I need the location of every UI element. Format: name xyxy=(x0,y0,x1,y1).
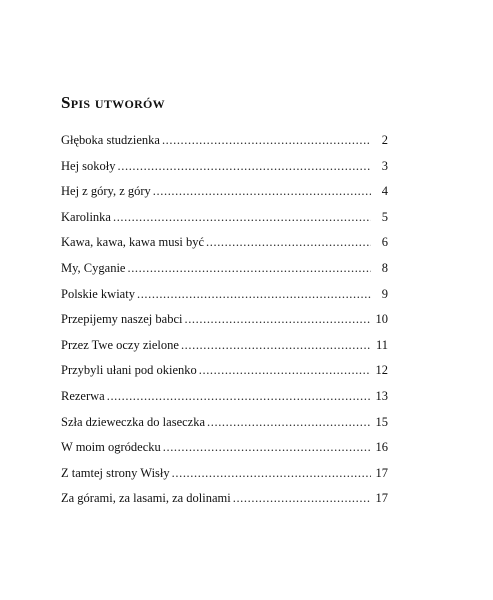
toc-entry-title: Rezerwa xyxy=(61,388,105,403)
toc-entry-title: Hej sokoły xyxy=(61,158,116,173)
toc-entry-page: 13 xyxy=(375,388,388,403)
dot-leader xyxy=(199,358,371,384)
toc-entry[interactable] xyxy=(61,333,388,359)
toc-entry-page: 6 xyxy=(381,235,388,250)
dot-leader xyxy=(153,179,371,205)
toc-entry-page: 3 xyxy=(381,158,388,173)
dot-leader xyxy=(107,384,371,410)
toc-entry-title: Przybyli ułani pod okienko xyxy=(61,363,197,378)
toc-entry[interactable] xyxy=(61,358,388,384)
toc-entry[interactable] xyxy=(61,128,388,154)
page-title: Spis utworów xyxy=(61,93,165,112)
toc-entry-page: 17 xyxy=(375,465,388,480)
dot-leader xyxy=(233,486,371,512)
toc-entry[interactable] xyxy=(61,461,388,487)
toc-entry[interactable] xyxy=(61,307,388,333)
toc-entry-title: Karolinka xyxy=(61,209,111,224)
toc-entry-title: Kawa, kawa, kawa musi być xyxy=(61,235,205,250)
dot-leader xyxy=(113,205,371,231)
toc-entry-title: My, Cyganie xyxy=(61,260,126,275)
toc-entry[interactable] xyxy=(61,282,388,308)
toc-entry-page: 17 xyxy=(375,491,388,506)
toc-entry[interactable] xyxy=(61,410,388,436)
toc-entry-title: Z tamtej strony Wisły xyxy=(61,465,170,480)
toc-entry-title: Przez Twe oczy zielone xyxy=(61,337,179,352)
dot-leader xyxy=(118,154,371,180)
toc-entry[interactable] xyxy=(61,230,388,256)
toc-entry-page: 2 xyxy=(381,133,388,147)
dot-leader xyxy=(207,410,371,436)
toc-entry[interactable] xyxy=(61,486,388,512)
dot-leader xyxy=(163,435,371,461)
toc-entry[interactable] xyxy=(61,435,388,461)
toc-entry-title: Za górami, za lasami, za dolinami xyxy=(61,491,231,506)
table-of-contents xyxy=(61,128,388,512)
toc-entry-title: Szła dzieweczka do laseczka xyxy=(61,414,206,429)
dot-leader xyxy=(181,333,371,359)
toc-entry-page: 4 xyxy=(381,184,388,199)
toc-entry[interactable] xyxy=(61,154,388,180)
toc-entry-page: 12 xyxy=(375,363,388,378)
dot-leader xyxy=(206,230,371,256)
dot-leader xyxy=(127,256,371,282)
toc-entry-title: Hej z góry, z góry xyxy=(61,184,151,199)
toc-entry[interactable] xyxy=(61,179,388,205)
toc-entry-page: 11 xyxy=(375,337,388,352)
toc-entry-page: 5 xyxy=(381,209,388,224)
toc-entry-page: 15 xyxy=(375,414,388,429)
toc-entry-title: Polskie kwiaty xyxy=(61,286,135,301)
toc-entry-page: 16 xyxy=(375,440,388,455)
dot-leader xyxy=(162,128,371,154)
dot-leader xyxy=(184,307,371,333)
toc-entry[interactable] xyxy=(61,205,388,231)
toc-entry-title: Głęboka studzienka xyxy=(61,133,160,147)
toc-entry-title: W moim ogródecku xyxy=(61,440,161,455)
dot-leader xyxy=(172,461,371,487)
toc-entry-page: 8 xyxy=(381,260,388,275)
toc-entry-page: 9 xyxy=(381,286,388,301)
dot-leader xyxy=(137,282,371,308)
toc-entry[interactable] xyxy=(61,256,388,282)
toc-entry[interactable] xyxy=(61,384,388,410)
toc-entry-title: Przepijemy naszej babci xyxy=(61,312,183,327)
toc-entry-page: 10 xyxy=(375,312,388,327)
